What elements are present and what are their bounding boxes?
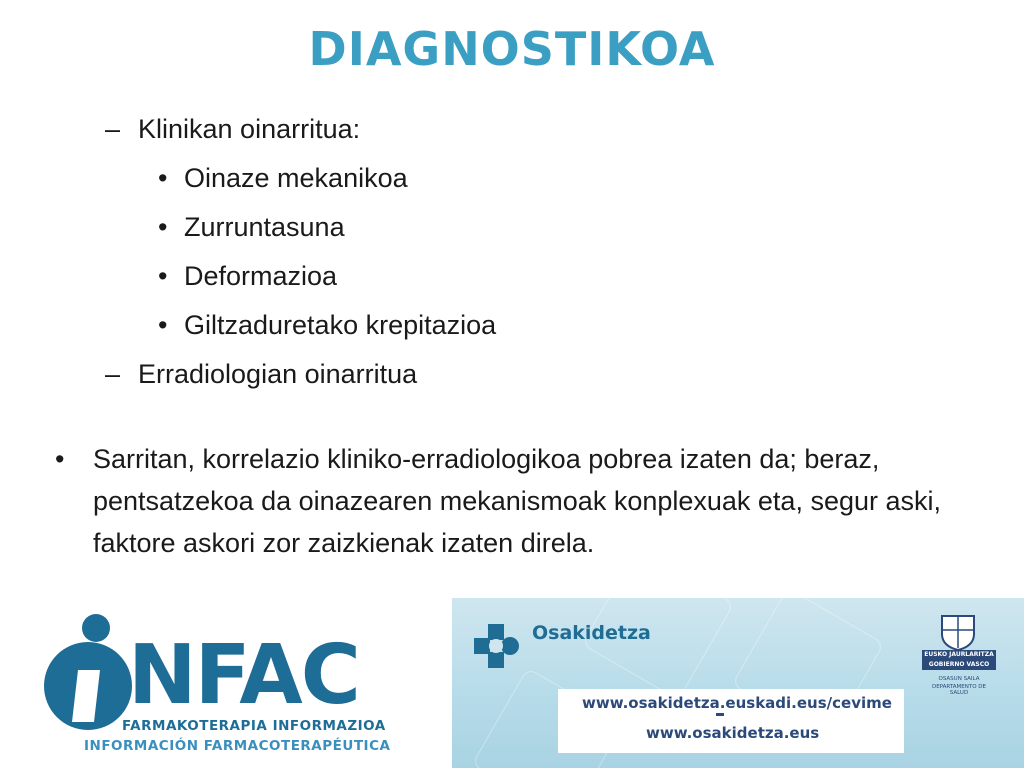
gobierno-line3: OSASUN SAILA [938, 676, 980, 682]
decor-hexagon [582, 598, 735, 700]
list-item-level2 [158, 212, 345, 243]
infac-logo-area [0, 598, 452, 768]
url-separator [716, 713, 724, 716]
infac-wordmark: NFAC [128, 628, 359, 723]
bullet-dot: • [158, 310, 168, 340]
subitem-label: Deformazioa [184, 261, 338, 291]
list-item-level1 [105, 359, 417, 390]
infac-tagline-eu: FARMAKOTERAPIA INFORMAZIOA [122, 718, 386, 734]
list-item-level1 [105, 114, 360, 145]
gobierno-vasco-shield-icon [936, 612, 980, 652]
slide-title: DIAGNOSTIKOA [308, 22, 716, 76]
osakidetza-band [452, 598, 1024, 768]
subitem-label: Oinaze mekanikoa [184, 163, 408, 193]
summary-paragraph [55, 438, 955, 564]
paragraph-text: Sarritan, korrelazio kliniko-erradiologikoa pobrea izaten da; beraz, pentsatzekoa da oinazearen mekanismoak konplexuak eta, segur aski, faktore askori zor zaizkienak izaten direla. [93, 444, 942, 558]
list-item-level2 [158, 163, 408, 194]
osakidetza-cross-logo-icon [470, 620, 522, 672]
dash-bullet: – [105, 359, 121, 389]
osakidetza-url-link[interactable]: www.osakidetza.eus [646, 724, 820, 742]
bullet-dot: • [158, 212, 168, 242]
cevime-url-link[interactable]: www.osakidetza.euskadi.eus/cevime [582, 694, 892, 712]
list-item-level2 [158, 310, 496, 341]
gobierno-line2: GOBIERNO VASCO [928, 661, 990, 668]
subitem-label: Zurruntasuna [184, 212, 345, 242]
list-item-level2 [158, 261, 337, 292]
infac-tagline-es: INFORMACIÓN FARMACOTERAPÉUTICA [84, 738, 391, 754]
gobierno-line4: DEPARTAMENTO DE SALUD [931, 684, 987, 696]
gobierno-line1: EUSKO JAURLARITZA [924, 651, 994, 658]
bullet-dot: • [158, 163, 168, 193]
item-label: Klinikan oinarritua: [138, 114, 361, 144]
infac-i-logo-icon [42, 610, 134, 738]
item-label: Erradiologian oinarritua [138, 359, 418, 389]
bullet-dot: • [158, 261, 168, 291]
osakidetza-name: Osakidetza [532, 622, 651, 644]
footer-banner [0, 598, 1024, 768]
subitem-label: Giltzaduretako krepitazioa [184, 310, 497, 340]
dash-bullet: – [105, 114, 121, 144]
bullet-dot: • [55, 444, 65, 474]
